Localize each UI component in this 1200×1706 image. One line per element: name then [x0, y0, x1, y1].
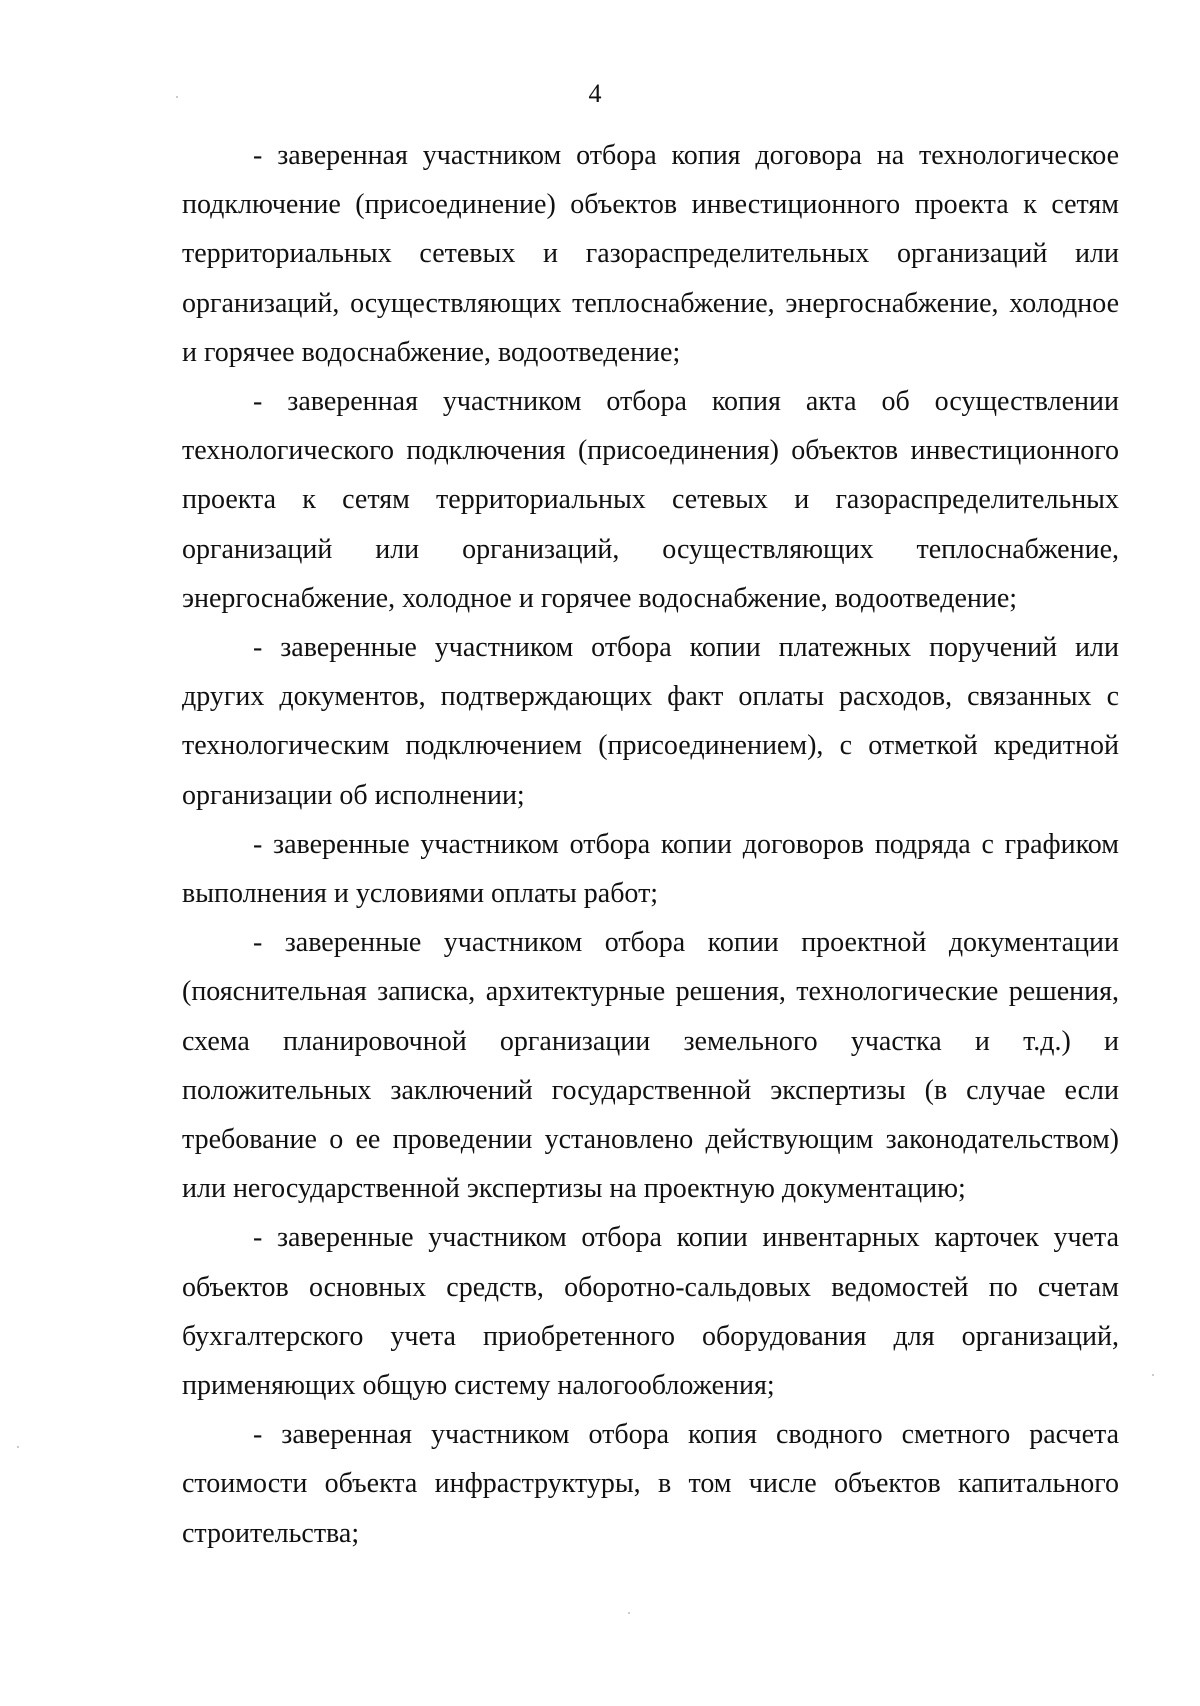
page-number: 4 [588, 79, 602, 108]
scan-speck [17, 1446, 19, 1448]
paragraph-connection-act: - заверенная участником отбора копия акта об осуществлении технологического подключения (присоединения) объектов инвестиционного проекта к сетям территориальных сетевых и газораспределительных организаций или организаций, осуществляющих теплоснабжение, энергоснабжение, холодное и горячее водоснабжение, водоотведение; [182, 386, 1119, 614]
paragraph-summary-estimate: - заверенная участником отбора копия сводного сметного расчета стоимости объекта инфраструктуры, в том числе объектов капитального строительства; [182, 1419, 1119, 1549]
paragraph-construction-contracts: - заверенные участником отбора копии договоров подряда с графиком выполнения и условиями оплаты работ; [182, 828, 1119, 910]
scan-speck [1152, 1374, 1154, 1376]
scan-speck [628, 1612, 630, 1614]
paragraph-inventory-cards: - заверенные участником отбора копии инвентарных карточек учета объектов основных средств, оборотно-сальдовых ведомостей по счетам бухгалтерского учета приобретенного оборудования для организаций, применяющих общую систему налогообложения; [182, 1222, 1119, 1402]
scan-speck [176, 96, 178, 98]
paragraph-connection-contract: - заверенная участником отбора копия договора на технологическое подключение (присоединение) объектов инвестиционного проекта к сетям территориальных сетевых и газораспределительных организаций или организаций, осуществляющих теплоснабжение, энергоснабжение, холодное и горячее водоснабжение, водоотведение; [182, 140, 1119, 368]
paragraph-payment-orders: - заверенные участником отбора копии платежных поручений или других документов, подтверждающих факт оплаты расходов, связанных с технологическим подключением (присоединением), с отметкой кредитной организации об исполнении; [182, 632, 1119, 811]
paragraph-project-documentation: - заверенные участником отбора копии проектной документации (пояснительная записка, архитектурные решения, технологические решения, схема планировочной организации земельного участка и т.д.) и положительных заключений государственной экспертизы (в случае если требование о ее проведении установлено действующим законодательством) или негосударственной экспертизы на проектную документацию; [182, 927, 1119, 1205]
document-body [182, 131, 1119, 1558]
